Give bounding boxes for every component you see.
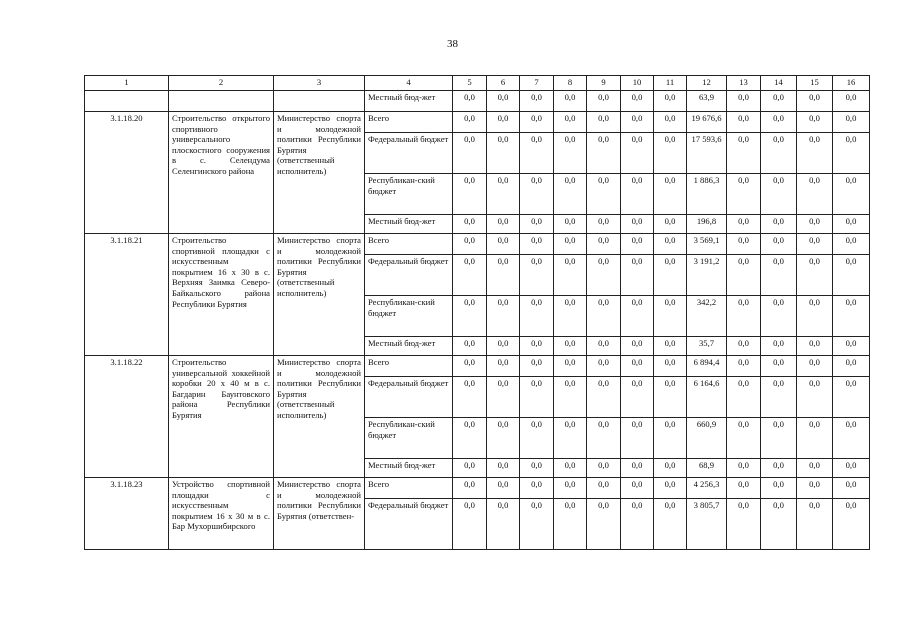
value-cell: 0,0 [761,133,797,174]
value-cell: 0,0 [520,174,554,215]
value-cell: 0,0 [761,478,797,499]
value-cell: 0,0 [453,499,487,550]
value-cell: 0,0 [621,234,654,255]
table-row [85,478,870,499]
value-cell: 0,0 [487,356,520,377]
item-name-cell: Строительство спортивной площадки с искусственным покрытием 16 х 30 в с. Верхняя Заимка Северо-Байкальского района Республики Бурятия [169,234,274,356]
column-header: 2 [169,76,274,91]
value-cell: 0,0 [761,91,797,112]
value-cell: 0,0 [453,337,487,356]
value-cell: 0,0 [654,255,687,296]
value-cell: 0,0 [761,255,797,296]
value-cell: 0,0 [621,133,654,174]
item-code-cell: 3.1.18.22 [85,356,169,478]
column-header: 6 [487,76,520,91]
value-cell: 0,0 [554,215,587,234]
funding-source-cell: Местный бюд-жет [365,215,453,234]
value-cell: 0,0 [554,418,587,459]
value-cell: 0,0 [554,337,587,356]
item-name-cell: Строительство открытого спортивного универсального плоскостного сооружения в с. Селендума Селенгинского района [169,112,274,234]
value-cell: 0,0 [833,356,870,377]
value-cell: 3 569,1 [687,234,727,255]
value-cell: 0,0 [554,377,587,418]
column-header: 7 [520,76,554,91]
value-cell: 0,0 [487,478,520,499]
page-number: 38 [447,38,458,50]
value-cell: 0,0 [554,255,587,296]
value-cell: 0,0 [520,296,554,337]
column-header: 3 [274,76,365,91]
item-code-cell: 3.1.18.20 [85,112,169,234]
value-cell: 0,0 [654,499,687,550]
value-cell: 0,0 [587,174,621,215]
value-cell: 6 164,6 [687,377,727,418]
funding-source-cell: Местный бюд-жет [365,337,453,356]
value-cell: 0,0 [587,377,621,418]
column-header: 13 [727,76,761,91]
value-cell: 0,0 [654,478,687,499]
value-cell: 0,0 [833,499,870,550]
funding-source-cell: Республикан-ский бюджет [365,174,453,215]
value-cell: 0,0 [520,215,554,234]
value-cell: 0,0 [833,478,870,499]
value-cell: 0,0 [587,337,621,356]
item-name-cell: Строительство универсальной хоккейной коробки 20 х 40 м в с. Багдарин Баунтовского района Республики Бурятия [169,356,274,478]
value-cell: 0,0 [554,459,587,478]
value-cell: 0,0 [453,377,487,418]
value-cell: 63,9 [687,91,727,112]
value-cell: 0,0 [587,296,621,337]
value-cell: 0,0 [554,91,587,112]
value-cell: 0,0 [727,296,761,337]
value-cell: 0,0 [621,418,654,459]
value-cell: 0,0 [453,478,487,499]
value-cell: 0,0 [487,174,520,215]
column-header: 4 [365,76,453,91]
value-cell: 0,0 [621,459,654,478]
value-cell: 0,0 [520,337,554,356]
value-cell: 0,0 [587,418,621,459]
value-cell: 0,0 [727,112,761,133]
value-cell: 0,0 [554,174,587,215]
table-row [85,91,870,112]
value-cell: 0,0 [621,478,654,499]
value-cell: 0,0 [487,255,520,296]
value-cell: 0,0 [833,133,870,174]
value-cell: 0,0 [487,499,520,550]
value-cell: 0,0 [654,418,687,459]
value-cell: 0,0 [487,112,520,133]
value-cell: 0,0 [621,296,654,337]
executor-cell: Министерство спорта и молодежной политики Республики Бурятия (ответствен- [274,478,365,550]
value-cell: 0,0 [727,459,761,478]
column-header: 12 [687,76,727,91]
value-cell: 0,0 [833,296,870,337]
column-header: 10 [621,76,654,91]
value-cell: 0,0 [554,112,587,133]
value-cell: 0,0 [453,255,487,296]
value-cell: 0,0 [453,234,487,255]
value-cell: 0,0 [453,459,487,478]
value-cell: 0,0 [621,112,654,133]
value-cell: 0,0 [727,337,761,356]
value-cell: 0,0 [554,478,587,499]
value-cell: 0,0 [654,337,687,356]
value-cell: 0,0 [761,215,797,234]
value-cell: 0,0 [797,174,833,215]
funding-source-cell: Всего [365,478,453,499]
value-cell: 0,0 [520,234,554,255]
value-cell: 0,0 [453,133,487,174]
value-cell: 19 676,6 [687,112,727,133]
value-cell: 0,0 [727,174,761,215]
value-cell: 0,0 [520,499,554,550]
funding-source-cell: Всего [365,356,453,377]
value-cell: 0,0 [520,377,554,418]
value-cell: 0,0 [554,133,587,174]
value-cell: 342,2 [687,296,727,337]
executor-cell: Министерство спорта и молодежной политики Республики Бурятия (ответственный исполнитель) [274,234,365,356]
funding-source-cell: Всего [365,234,453,255]
value-cell: 0,0 [727,255,761,296]
value-cell: 0,0 [453,296,487,337]
value-cell: 0,0 [797,418,833,459]
funding-source-cell: Федеральный бюджет [365,255,453,296]
value-cell: 0,0 [520,478,554,499]
value-cell: 0,0 [587,356,621,377]
funding-source-cell: Федеральный бюджет [365,133,453,174]
value-cell: 0,0 [487,234,520,255]
column-header: 15 [797,76,833,91]
value-cell: 0,0 [797,356,833,377]
funding-source-cell: Федеральный бюджет [365,377,453,418]
value-cell: 0,0 [797,337,833,356]
value-cell: 0,0 [727,234,761,255]
value-cell: 0,0 [654,459,687,478]
value-cell: 0,0 [727,356,761,377]
value-cell: 0,0 [453,91,487,112]
value-cell: 0,0 [487,418,520,459]
value-cell: 0,0 [727,133,761,174]
table-row [85,356,870,377]
funding-source-cell: Местный бюд-жет [365,459,453,478]
column-header: 9 [587,76,621,91]
funding-source-cell: Местный бюд-жет [365,91,453,112]
value-cell: 0,0 [797,133,833,174]
value-cell: 0,0 [587,255,621,296]
item-code-cell: 3.1.18.23 [85,478,169,550]
value-cell: 0,0 [761,337,797,356]
value-cell: 0,0 [727,418,761,459]
value-cell: 0,0 [587,112,621,133]
value-cell: 0,0 [520,133,554,174]
column-header: 14 [761,76,797,91]
empty-cell [85,91,169,112]
value-cell: 0,0 [727,478,761,499]
value-cell: 0,0 [621,215,654,234]
value-cell: 0,0 [727,377,761,418]
value-cell: 0,0 [520,112,554,133]
value-cell: 0,0 [487,133,520,174]
value-cell: 0,0 [797,459,833,478]
empty-cell [274,91,365,112]
value-cell: 0,0 [453,418,487,459]
value-cell: 0,0 [797,478,833,499]
value-cell: 0,0 [727,499,761,550]
item-code-cell: 3.1.18.21 [85,234,169,356]
value-cell: 0,0 [554,234,587,255]
value-cell: 0,0 [587,459,621,478]
value-cell: 0,0 [520,91,554,112]
value-cell: 0,0 [487,337,520,356]
value-cell: 660,9 [687,418,727,459]
value-cell: 0,0 [520,255,554,296]
empty-cell [169,91,274,112]
executor-cell: Министерство спорта и молодежной политики Республики Бурятия (ответственный исполнитель) [274,112,365,234]
value-cell: 0,0 [487,215,520,234]
value-cell: 0,0 [487,459,520,478]
value-cell: 0,0 [797,215,833,234]
value-cell: 0,0 [487,377,520,418]
table-row [85,234,870,255]
budget-table [84,75,870,550]
value-cell: 0,0 [654,133,687,174]
value-cell: 0,0 [587,234,621,255]
value-cell: 0,0 [833,91,870,112]
value-cell: 0,0 [833,459,870,478]
value-cell: 68,9 [687,459,727,478]
value-cell: 0,0 [761,418,797,459]
value-cell: 0,0 [654,215,687,234]
value-cell: 0,0 [520,356,554,377]
column-header: 16 [833,76,870,91]
value-cell: 17 593,6 [687,133,727,174]
value-cell: 0,0 [453,356,487,377]
value-cell: 0,0 [453,174,487,215]
value-cell: 0,0 [654,234,687,255]
value-cell: 0,0 [487,296,520,337]
value-cell: 0,0 [621,255,654,296]
value-cell: 0,0 [727,215,761,234]
value-cell: 0,0 [621,356,654,377]
value-cell: 0,0 [833,174,870,215]
value-cell: 0,0 [453,215,487,234]
funding-source-cell: Федеральный бюджет [365,499,453,550]
value-cell: 0,0 [797,91,833,112]
value-cell: 0,0 [761,459,797,478]
value-cell: 0,0 [554,499,587,550]
funding-source-cell: Республикан-ский бюджет [365,418,453,459]
value-cell: 0,0 [621,174,654,215]
value-cell: 0,0 [797,112,833,133]
value-cell: 0,0 [587,215,621,234]
value-cell: 0,0 [761,296,797,337]
column-header: 8 [554,76,587,91]
value-cell: 0,0 [797,255,833,296]
value-cell: 6 894,4 [687,356,727,377]
value-cell: 0,0 [833,234,870,255]
value-cell: 0,0 [654,112,687,133]
funding-source-cell: Республикан-ский бюджет [365,296,453,337]
value-cell: 0,0 [761,356,797,377]
value-cell: 0,0 [520,418,554,459]
value-cell: 0,0 [453,112,487,133]
value-cell: 0,0 [833,215,870,234]
value-cell: 0,0 [833,112,870,133]
value-cell: 0,0 [621,499,654,550]
column-header: 5 [453,76,487,91]
value-cell: 0,0 [761,499,797,550]
value-cell: 0,0 [761,377,797,418]
value-cell: 35,7 [687,337,727,356]
value-cell: 0,0 [621,337,654,356]
value-cell: 0,0 [554,296,587,337]
column-header: 11 [654,76,687,91]
header-row [85,76,870,91]
column-header: 1 [85,76,169,91]
value-cell: 196,8 [687,215,727,234]
value-cell: 0,0 [833,255,870,296]
value-cell: 0,0 [554,356,587,377]
value-cell: 0,0 [797,377,833,418]
funding-source-cell: Всего [365,112,453,133]
value-cell: 0,0 [654,174,687,215]
value-cell: 0,0 [833,337,870,356]
value-cell: 1 886,3 [687,174,727,215]
value-cell: 0,0 [761,234,797,255]
value-cell: 0,0 [587,499,621,550]
value-cell: 0,0 [833,418,870,459]
value-cell: 0,0 [654,296,687,337]
value-cell: 0,0 [520,459,554,478]
value-cell: 0,0 [761,174,797,215]
value-cell: 3 805,7 [687,499,727,550]
value-cell: 3 191,2 [687,255,727,296]
value-cell: 0,0 [587,478,621,499]
value-cell: 0,0 [487,91,520,112]
value-cell: 4 256,3 [687,478,727,499]
value-cell: 0,0 [797,499,833,550]
value-cell: 0,0 [833,377,870,418]
value-cell: 0,0 [727,91,761,112]
value-cell: 0,0 [621,91,654,112]
value-cell: 0,0 [587,133,621,174]
value-cell: 0,0 [654,377,687,418]
value-cell: 0,0 [797,296,833,337]
item-name-cell: Устройство спортивной площадки с искусственным покрытием 16 х 30 м в с. Бар Мухоршибирского [169,478,274,550]
value-cell: 0,0 [654,356,687,377]
value-cell: 0,0 [761,112,797,133]
executor-cell: Министерство спорта и молодежной политики Республики Бурятия (ответственный исполнитель) [274,356,365,478]
value-cell: 0,0 [654,91,687,112]
value-cell: 0,0 [797,234,833,255]
table-row [85,112,870,133]
value-cell: 0,0 [621,377,654,418]
value-cell: 0,0 [587,91,621,112]
